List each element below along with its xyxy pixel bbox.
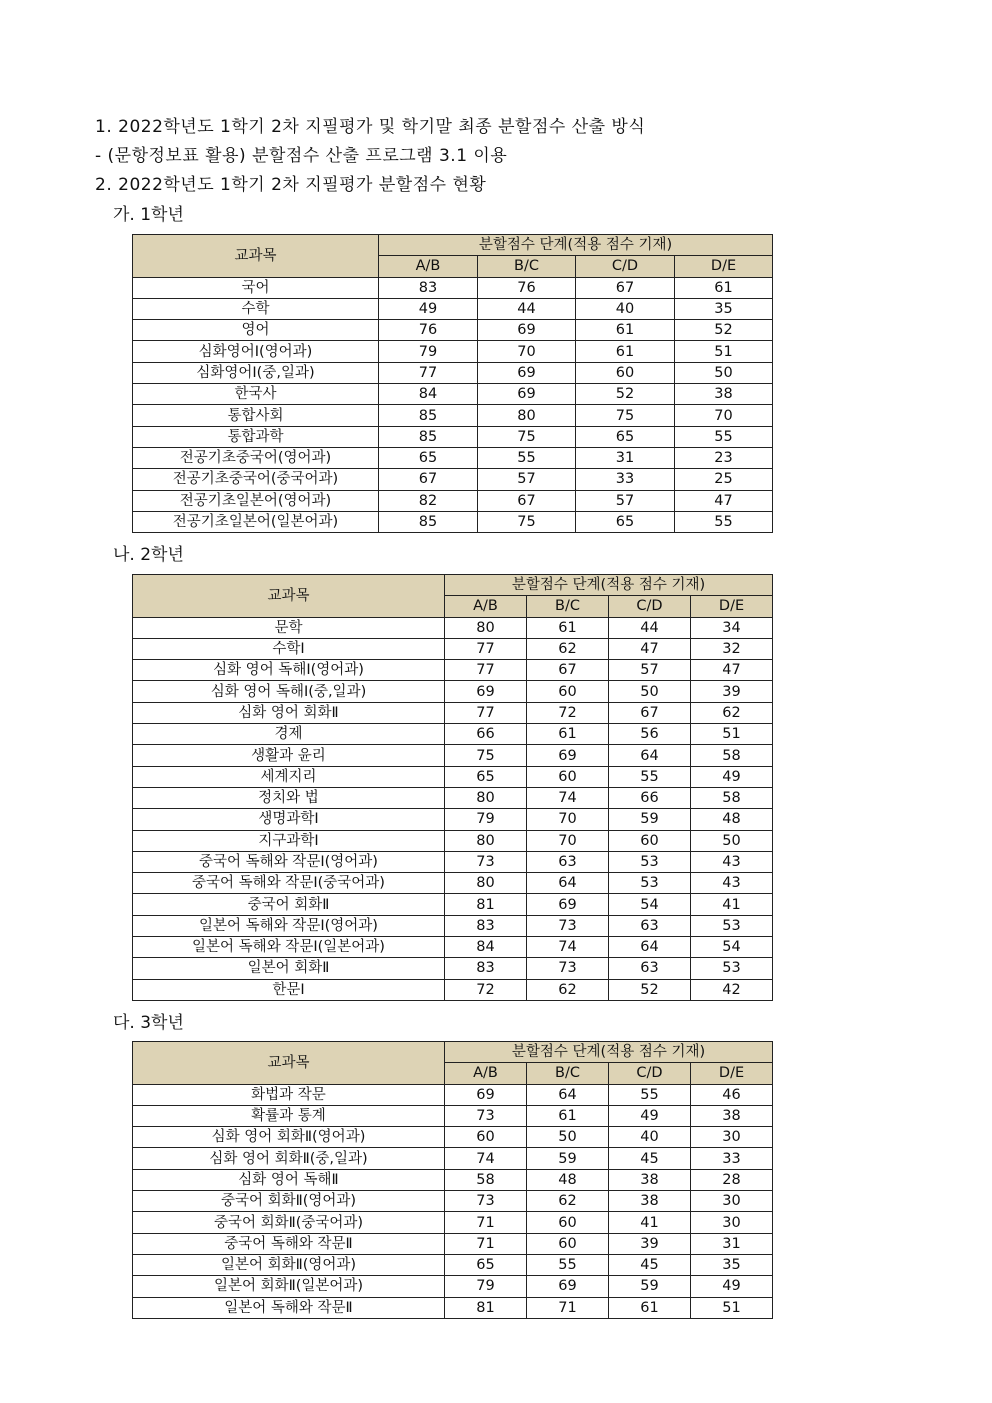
subject-cell: 전공기초일본어(일본어과) (133, 511, 379, 532)
cd-cell: 63 (609, 915, 691, 936)
subject-cell: 일본어 독해와 작문Ⅱ (133, 1297, 445, 1318)
cd-cell: 50 (609, 681, 691, 702)
table-row (133, 617, 773, 638)
table-row (133, 958, 773, 979)
cd-cell: 67 (576, 277, 675, 298)
de-cell: 47 (675, 490, 773, 511)
cd-cell: 55 (609, 1084, 691, 1105)
bc-cell: 62 (527, 979, 609, 1000)
ab-cell: 65 (445, 766, 527, 787)
de-cell: 51 (691, 1297, 773, 1318)
table-row (133, 1127, 773, 1148)
table-row (133, 1276, 773, 1297)
bc-cell: 73 (527, 958, 609, 979)
de-cell: 25 (675, 469, 773, 490)
table-row (133, 979, 773, 1000)
ab-cell: 49 (379, 298, 478, 319)
de-cell: 42 (691, 979, 773, 1000)
ab-cell: 77 (379, 362, 478, 383)
bc-cell: 64 (527, 873, 609, 894)
table-row (133, 320, 773, 341)
table-row (133, 660, 773, 681)
ab-cell: 65 (445, 1254, 527, 1275)
table-row (133, 1254, 773, 1275)
bc-cell: 69 (527, 1276, 609, 1297)
bc-cell: 60 (527, 766, 609, 787)
ab-cell: 84 (379, 384, 478, 405)
de-cell: 23 (675, 447, 773, 468)
header-de: D/E (675, 256, 773, 277)
de-cell: 53 (691, 958, 773, 979)
ab-cell: 58 (445, 1169, 527, 1190)
de-cell: 53 (691, 915, 773, 936)
table-row (133, 1148, 773, 1169)
cd-cell: 40 (576, 298, 675, 319)
ab-cell: 65 (379, 447, 478, 468)
header-bc: B/C (527, 596, 609, 617)
de-cell: 70 (675, 405, 773, 426)
ab-cell: 73 (445, 851, 527, 872)
cd-cell: 59 (609, 1276, 691, 1297)
de-cell: 46 (691, 1084, 773, 1105)
subject-cell: 한문Ⅰ (133, 979, 445, 1000)
de-cell: 58 (691, 787, 773, 808)
table-row (133, 873, 773, 894)
header-cutoff-group: 분할점수 단계(적용 점수 기재) (445, 575, 773, 596)
ab-cell: 77 (445, 660, 527, 681)
de-cell: 38 (675, 384, 773, 405)
cd-cell: 31 (576, 447, 675, 468)
subject-cell: 심화영어Ⅰ(중,일과) (133, 362, 379, 383)
subject-cell: 세계지리 (133, 766, 445, 787)
cd-cell: 52 (609, 979, 691, 1000)
table-row (133, 384, 773, 405)
header-subject: 교과목 (133, 235, 379, 278)
cd-cell: 65 (576, 511, 675, 532)
cd-cell: 39 (609, 1233, 691, 1254)
de-cell: 55 (675, 426, 773, 447)
de-cell: 51 (675, 341, 773, 362)
table-row (133, 702, 773, 723)
subject-cell: 일본어 회화Ⅱ (133, 958, 445, 979)
bc-cell: 80 (478, 405, 576, 426)
subject-cell: 통합사회 (133, 405, 379, 426)
subject-cell: 정치와 법 (133, 787, 445, 808)
ab-cell: 75 (445, 745, 527, 766)
de-cell: 35 (675, 298, 773, 319)
de-cell: 28 (691, 1169, 773, 1190)
ab-cell: 76 (379, 320, 478, 341)
table-row (133, 894, 773, 915)
header-subject: 교과목 (133, 1042, 445, 1085)
table-row (133, 426, 773, 447)
ab-cell: 85 (379, 511, 478, 532)
bc-cell: 70 (478, 341, 576, 362)
section-title-grade3: 다. 3학년 (113, 1013, 184, 1033)
subject-cell: 통합과학 (133, 426, 379, 447)
cutoff-table-grade3 (132, 1041, 773, 1319)
cd-cell: 65 (576, 426, 675, 447)
table-row (133, 809, 773, 830)
heading-line-3: 2. 2022학년도 1학기 2차 지필평가 분할점수 현황 (95, 175, 487, 195)
bc-cell: 74 (527, 937, 609, 958)
header-de: D/E (691, 596, 773, 617)
de-cell: 55 (675, 511, 773, 532)
ab-cell: 85 (379, 426, 478, 447)
subject-cell: 생명과학Ⅰ (133, 809, 445, 830)
subject-cell: 심화 영어 회화Ⅱ(영어과) (133, 1127, 445, 1148)
bc-cell: 75 (478, 426, 576, 447)
header-bc: B/C (478, 256, 576, 277)
de-cell: 43 (691, 873, 773, 894)
cd-cell: 33 (576, 469, 675, 490)
heading-line-1: 1. 2022학년도 1학기 2차 지필평가 및 학기말 최종 분할점수 산출 방식 (95, 117, 646, 137)
cd-cell: 60 (576, 362, 675, 383)
de-cell: 50 (691, 830, 773, 851)
cd-cell: 49 (609, 1105, 691, 1126)
bc-cell: 50 (527, 1127, 609, 1148)
bc-cell: 55 (478, 447, 576, 468)
ab-cell: 69 (445, 1084, 527, 1105)
bc-cell: 55 (527, 1254, 609, 1275)
ab-cell: 77 (445, 702, 527, 723)
ab-cell: 73 (445, 1191, 527, 1212)
table-row (133, 1297, 773, 1318)
de-cell: 30 (691, 1127, 773, 1148)
subject-cell: 문학 (133, 617, 445, 638)
bc-cell: 69 (478, 320, 576, 341)
bc-cell: 72 (527, 702, 609, 723)
cutoff-table-grade2 (132, 574, 773, 1001)
header-ab: A/B (445, 596, 527, 617)
subject-cell: 경제 (133, 724, 445, 745)
bc-cell: 63 (527, 851, 609, 872)
subject-cell: 확률과 통계 (133, 1105, 445, 1126)
subject-cell: 중국어 회화Ⅱ (133, 894, 445, 915)
cd-cell: 64 (609, 745, 691, 766)
subject-cell: 심화 영어 회화Ⅱ(중,일과) (133, 1148, 445, 1169)
bc-cell: 64 (527, 1084, 609, 1105)
bc-cell: 67 (527, 660, 609, 681)
subject-cell: 한국사 (133, 384, 379, 405)
cd-cell: 45 (609, 1148, 691, 1169)
de-cell: 38 (691, 1105, 773, 1126)
de-cell: 30 (691, 1191, 773, 1212)
bc-cell: 70 (527, 830, 609, 851)
bc-cell: 69 (527, 745, 609, 766)
cd-cell: 52 (576, 384, 675, 405)
header-ab: A/B (379, 256, 478, 277)
cd-cell: 47 (609, 638, 691, 659)
bc-cell: 61 (527, 724, 609, 745)
subject-cell: 심화 영어 회화Ⅱ (133, 702, 445, 723)
subject-cell: 일본어 독해와 작문Ⅰ(영어과) (133, 915, 445, 936)
ab-cell: 81 (445, 894, 527, 915)
subject-cell: 중국어 독해와 작문Ⅱ (133, 1233, 445, 1254)
subject-cell: 일본어 회화Ⅱ(일본어과) (133, 1276, 445, 1297)
ab-cell: 80 (445, 830, 527, 851)
header-ab: A/B (445, 1063, 527, 1084)
cd-cell: 38 (609, 1169, 691, 1190)
cd-cell: 44 (609, 617, 691, 638)
bc-cell: 60 (527, 1233, 609, 1254)
bc-cell: 74 (527, 787, 609, 808)
cd-cell: 67 (609, 702, 691, 723)
ab-cell: 73 (445, 1105, 527, 1126)
table-row (133, 1233, 773, 1254)
de-cell: 43 (691, 851, 773, 872)
cd-cell: 56 (609, 724, 691, 745)
table-row (133, 745, 773, 766)
subject-cell: 수학 (133, 298, 379, 319)
table-row (133, 1105, 773, 1126)
ab-cell: 81 (445, 1297, 527, 1318)
subject-cell: 심화 영어 독해Ⅰ(영어과) (133, 660, 445, 681)
subject-cell: 중국어 회화Ⅱ(중국어과) (133, 1212, 445, 1233)
table-row (133, 511, 773, 532)
subject-cell: 영어 (133, 320, 379, 341)
de-cell: 32 (691, 638, 773, 659)
table-row (133, 362, 773, 383)
subject-cell: 심화영어Ⅰ(영어과) (133, 341, 379, 362)
header-cutoff-group: 분할점수 단계(적용 점수 기재) (379, 235, 773, 256)
subject-cell: 중국어 독해와 작문Ⅰ(중국어과) (133, 873, 445, 894)
table-row (133, 724, 773, 745)
bc-cell: 62 (527, 1191, 609, 1212)
cd-cell: 57 (576, 490, 675, 511)
section-title-grade2: 나. 2학년 (113, 545, 184, 565)
subject-cell: 일본어 회화Ⅱ(영어과) (133, 1254, 445, 1275)
de-cell: 50 (675, 362, 773, 383)
cd-cell: 41 (609, 1212, 691, 1233)
subject-cell: 중국어 회화Ⅱ(영어과) (133, 1191, 445, 1212)
header-cd: C/D (576, 256, 675, 277)
de-cell: 34 (691, 617, 773, 638)
cd-cell: 53 (609, 851, 691, 872)
ab-cell: 83 (445, 915, 527, 936)
table-row (133, 1212, 773, 1233)
subject-cell: 전공기초일본어(영어과) (133, 490, 379, 511)
cd-cell: 57 (609, 660, 691, 681)
table-row (133, 1191, 773, 1212)
ab-cell: 80 (445, 617, 527, 638)
subject-cell: 심화 영어 독해Ⅱ (133, 1169, 445, 1190)
de-cell: 47 (691, 660, 773, 681)
cd-cell: 63 (609, 958, 691, 979)
table-row (133, 787, 773, 808)
table-row (133, 681, 773, 702)
bc-cell: 61 (527, 617, 609, 638)
bc-cell: 60 (527, 681, 609, 702)
de-cell: 49 (691, 766, 773, 787)
bc-cell: 70 (527, 809, 609, 830)
bc-cell: 71 (527, 1297, 609, 1318)
cd-cell: 45 (609, 1254, 691, 1275)
bc-cell: 44 (478, 298, 576, 319)
cd-cell: 38 (609, 1191, 691, 1212)
subject-cell: 전공기초중국어(영어과) (133, 447, 379, 468)
subject-cell: 심화 영어 독해Ⅰ(중,일과) (133, 681, 445, 702)
cd-cell: 75 (576, 405, 675, 426)
table-row (133, 298, 773, 319)
de-cell: 39 (691, 681, 773, 702)
cd-cell: 54 (609, 894, 691, 915)
ab-cell: 69 (445, 681, 527, 702)
bc-cell: 76 (478, 277, 576, 298)
subject-cell: 중국어 독해와 작문Ⅰ(영어과) (133, 851, 445, 872)
subject-cell: 생활과 윤리 (133, 745, 445, 766)
table-row (133, 277, 773, 298)
table-row (133, 469, 773, 490)
ab-cell: 85 (379, 405, 478, 426)
ab-cell: 83 (445, 958, 527, 979)
bc-cell: 73 (527, 915, 609, 936)
header-cutoff-group: 분할점수 단계(적용 점수 기재) (445, 1042, 773, 1063)
ab-cell: 79 (445, 1276, 527, 1297)
de-cell: 51 (691, 724, 773, 745)
ab-cell: 83 (379, 277, 478, 298)
table-row (133, 851, 773, 872)
de-cell: 49 (691, 1276, 773, 1297)
ab-cell: 82 (379, 490, 478, 511)
subject-cell: 지구과학Ⅰ (133, 830, 445, 851)
ab-cell: 79 (445, 809, 527, 830)
subject-cell: 일본어 독해와 작문Ⅰ(일본어과) (133, 937, 445, 958)
bc-cell: 59 (527, 1148, 609, 1169)
header-de: D/E (691, 1063, 773, 1084)
cd-cell: 40 (609, 1127, 691, 1148)
de-cell: 58 (691, 745, 773, 766)
ab-cell: 84 (445, 937, 527, 958)
table-row (133, 1084, 773, 1105)
table-row (133, 830, 773, 851)
table-row (133, 937, 773, 958)
section-title-grade1: 가. 1학년 (113, 205, 184, 225)
table-row (133, 1169, 773, 1190)
bc-cell: 67 (478, 490, 576, 511)
bc-cell: 69 (527, 894, 609, 915)
cd-cell: 61 (609, 1297, 691, 1318)
header-bc: B/C (527, 1063, 609, 1084)
cd-cell: 61 (576, 320, 675, 341)
cd-cell: 61 (576, 341, 675, 362)
header-cd: C/D (609, 596, 691, 617)
ab-cell: 80 (445, 873, 527, 894)
de-cell: 52 (675, 320, 773, 341)
cd-cell: 53 (609, 873, 691, 894)
cd-cell: 59 (609, 809, 691, 830)
bc-cell: 75 (478, 511, 576, 532)
de-cell: 62 (691, 702, 773, 723)
ab-cell: 80 (445, 787, 527, 808)
ab-cell: 74 (445, 1148, 527, 1169)
cd-cell: 60 (609, 830, 691, 851)
ab-cell: 79 (379, 341, 478, 362)
de-cell: 48 (691, 809, 773, 830)
cd-cell: 55 (609, 766, 691, 787)
de-cell: 30 (691, 1212, 773, 1233)
cutoff-table-grade1 (132, 234, 773, 533)
bc-cell: 69 (478, 384, 576, 405)
table-row (133, 341, 773, 362)
heading-line-2: - (문항정보표 활용) 분할점수 산출 프로그램 3.1 이용 (95, 146, 508, 166)
bc-cell: 62 (527, 638, 609, 659)
ab-cell: 67 (379, 469, 478, 490)
bc-cell: 60 (527, 1212, 609, 1233)
ab-cell: 71 (445, 1212, 527, 1233)
cd-cell: 64 (609, 937, 691, 958)
bc-cell: 48 (527, 1169, 609, 1190)
header-subject: 교과목 (133, 575, 445, 618)
de-cell: 31 (691, 1233, 773, 1254)
table-row (133, 490, 773, 511)
cd-cell: 66 (609, 787, 691, 808)
ab-cell: 60 (445, 1127, 527, 1148)
ab-cell: 77 (445, 638, 527, 659)
bc-cell: 61 (527, 1105, 609, 1126)
de-cell: 33 (691, 1148, 773, 1169)
table-row (133, 447, 773, 468)
bc-cell: 57 (478, 469, 576, 490)
subject-cell: 전공기초중국어(중국어과) (133, 469, 379, 490)
ab-cell: 71 (445, 1233, 527, 1254)
ab-cell: 72 (445, 979, 527, 1000)
ab-cell: 66 (445, 724, 527, 745)
subject-cell: 국어 (133, 277, 379, 298)
bc-cell: 69 (478, 362, 576, 383)
table-row (133, 405, 773, 426)
table-row (133, 915, 773, 936)
table-row (133, 766, 773, 787)
de-cell: 35 (691, 1254, 773, 1275)
subject-cell: 수학Ⅰ (133, 638, 445, 659)
header-cd: C/D (609, 1063, 691, 1084)
de-cell: 41 (691, 894, 773, 915)
de-cell: 61 (675, 277, 773, 298)
table-row (133, 638, 773, 659)
de-cell: 54 (691, 937, 773, 958)
subject-cell: 화법과 작문 (133, 1084, 445, 1105)
